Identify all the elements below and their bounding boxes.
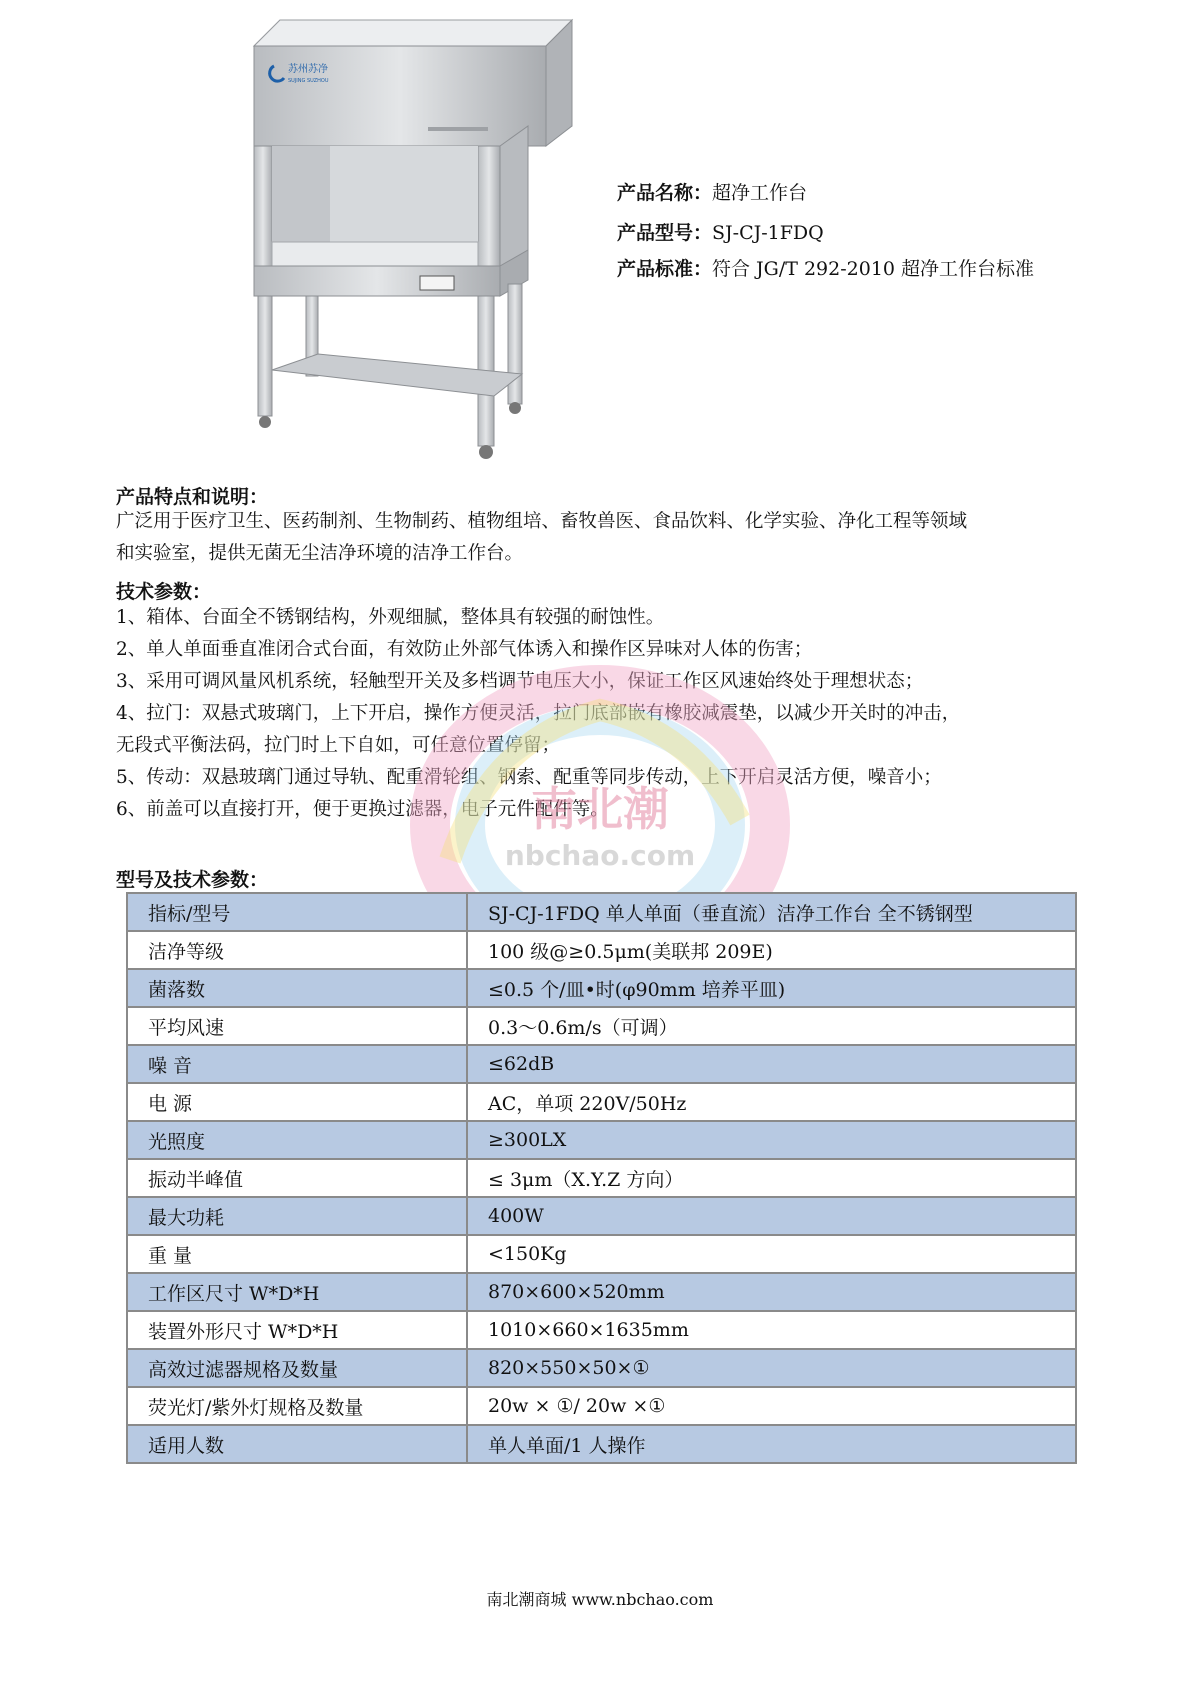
table-row — [127, 1273, 1076, 1311]
table-row — [127, 1007, 1076, 1045]
spec-value-cell: ≤0.5 个/皿•时(φ90mm 培养平皿) — [467, 969, 1076, 1007]
watermark-site: nbchao.com — [504, 839, 696, 872]
table-row — [127, 1083, 1076, 1121]
spec-key-cell: 高效过滤器规格及数量 — [127, 1349, 467, 1387]
table-row — [127, 1311, 1076, 1349]
table-row — [127, 931, 1076, 969]
spec-key-cell: 洁净等级 — [127, 931, 467, 969]
tech-line: 1、箱体、台面全不锈钢结构，外观细腻，整体具有较强的耐蚀性。 — [116, 607, 665, 628]
spec-key-cell: 最大功耗 — [127, 1197, 467, 1235]
tech-line: 2、单人单面垂直准闭合式台面，有效防止外部气体诱入和操作区异味对人体的伤害； — [116, 639, 813, 660]
product-model-line — [617, 218, 824, 245]
footer: 南北潮商城 www.nbchao.com — [486, 1590, 714, 1609]
watermark-title: 南北潮 — [531, 782, 669, 836]
tech-text — [116, 602, 1101, 826]
table-row — [127, 969, 1076, 1007]
spec-key-cell: 重 量 — [127, 1235, 467, 1273]
spec-key-cell: 光照度 — [127, 1121, 467, 1159]
spec-key-cell: 装置外形尺寸 W*D*H — [127, 1311, 467, 1349]
spec-table — [126, 892, 1077, 1464]
tech-heading: 技术参数： — [116, 581, 212, 603]
tech-line: 3、采用可调风量风机系统，轻触型开关及多档调节电压大小，保证工作区风速始终处于理想状态； — [116, 671, 924, 692]
table-row — [127, 893, 1076, 931]
tech-line: 6、前盖可以直接打开，便于更换过滤器，电子元件配件等。 — [116, 799, 609, 820]
spec-value-cell: ≤62dB — [467, 1045, 1076, 1083]
table-row — [127, 1349, 1076, 1387]
tech-line: 4、拉门：双悬式玻璃门，上下开启，操作方便灵活，拉门底部嵌有橡胶减震垫，以减少开关时的冲击， — [116, 703, 961, 724]
logo-text: 苏州苏净 — [288, 64, 328, 75]
spec-value-cell: 400W — [467, 1197, 1076, 1235]
spec-key-cell: 适用人数 — [127, 1425, 467, 1463]
tech-line: 无段式平衡法码，拉门时上下自如，可任意位置停留； — [116, 735, 561, 756]
product-name-line — [617, 178, 807, 205]
spec-value-cell: AC，单项 220V/50Hz — [467, 1083, 1076, 1121]
product-standard-line — [617, 254, 1034, 281]
product-standard-value: 符合 JG/T 292-2010 超净工作台标准 — [712, 258, 1035, 280]
table-row — [127, 1159, 1076, 1197]
spec-key-cell: 工作区尺寸 W*D*H — [127, 1273, 467, 1311]
product-name-value: 超净工作台 — [712, 182, 808, 204]
spec-key-cell: 荧光灯/紫外灯规格及数量 — [127, 1387, 467, 1425]
table-row — [127, 1425, 1076, 1463]
table-row — [127, 1121, 1076, 1159]
spec-value-cell: 单人单面/1 人操作 — [467, 1425, 1076, 1463]
spec-value-cell: ≥300LX — [467, 1121, 1076, 1159]
spec-key-cell: 噪 音 — [127, 1045, 467, 1083]
spec-key-cell: 平均风速 — [127, 1007, 467, 1045]
features-text — [116, 506, 1101, 570]
spec-value-cell: 820×550×50×① — [467, 1349, 1076, 1387]
product-image — [240, 14, 580, 494]
table-row — [127, 1045, 1076, 1083]
features-heading: 产品特点和说明： — [116, 486, 269, 508]
table-row — [127, 1235, 1076, 1273]
spec-key-cell: 电 源 — [127, 1083, 467, 1121]
product-name-label: 产品名称： — [617, 182, 713, 204]
spec-value-cell: 20w × ①/ 20w ×① — [467, 1387, 1076, 1425]
tech-line: 5、传动：双悬玻璃门通过导轨、配重滑轮组、钢索、配重等同步传动，上下开启灵活方便，噪音小； — [116, 767, 942, 788]
spec-value-cell: 100 级@≥0.5μm(美联邦 209E) — [467, 931, 1076, 969]
spec-value-cell: <150Kg — [467, 1235, 1076, 1273]
spec-table-heading: 型号及技术参数： — [116, 869, 269, 891]
spec-value-cell: 1010×660×1635mm — [467, 1311, 1076, 1349]
table-row — [127, 1197, 1076, 1235]
product-standard-label: 产品标准： — [617, 258, 713, 280]
logo-subtext: SUJING SUZHOU — [288, 78, 329, 84]
spec-value-cell: 870×600×520mm — [467, 1273, 1076, 1311]
product-model-value: SJ-CJ-1FDQ — [712, 222, 824, 244]
spec-key-cell: 菌落数 — [127, 969, 467, 1007]
spec-value-cell: 0.3～0.6m/s（可调） — [467, 1007, 1076, 1045]
spec-value-cell: ≤ 3μm（X.Y.Z 方向） — [467, 1159, 1076, 1197]
product-model-label: 产品型号： — [617, 222, 713, 244]
spec-value-cell: SJ-CJ-1FDQ 单人单面（垂直流）洁净工作台 全不锈钢型 — [467, 893, 1076, 931]
features-line: 和实验室，提供无菌无尘洁净环境的洁净工作台。 — [116, 543, 524, 564]
spec-key-cell: 指标/型号 — [127, 893, 467, 931]
spec-key-cell: 振动半峰值 — [127, 1159, 467, 1197]
table-row — [127, 1387, 1076, 1425]
features-line: 广泛用于医疗卫生、医药制剂、生物制药、植物组培、畜牧兽医、食品饮料、化学实验、净化工程等领域 — [116, 511, 968, 532]
